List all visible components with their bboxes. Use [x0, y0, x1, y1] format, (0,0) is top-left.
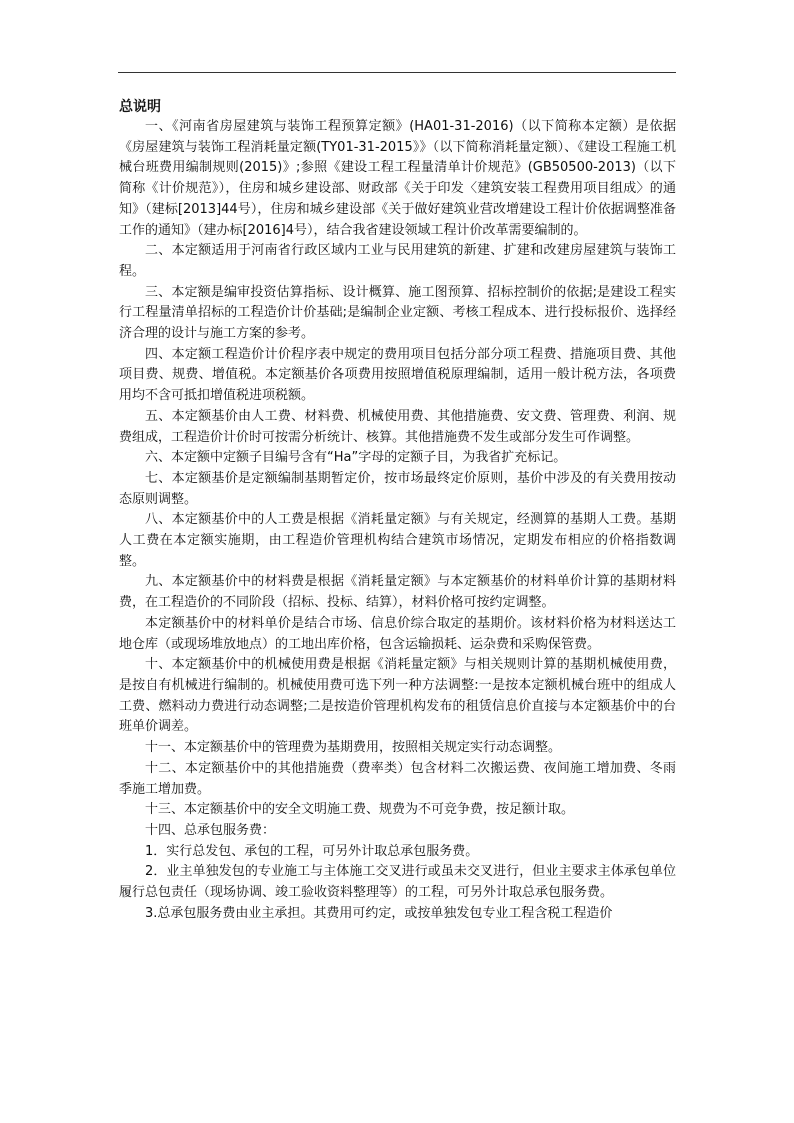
paragraph-9-material-price: 本定额基价中的材料单价是结合市场、信息价综合取定的基期价。该材料价格为材料送达工地仓库（或现场堆放地点）的工地出库价格，包含运输损耗、运杂费和采购保管费。 [119, 615, 676, 652]
paragraph-14: 十四、总承包服务费： [145, 822, 276, 838]
paragraph-8: 八、本定额基价中的人工费是根据《消耗量定额》与有关规定，经测算的基期人工费。基期人工费在本定额实施期，由工程造价管理机构结合建筑市场情况，定期发布相应的价格指数调整。 [119, 512, 676, 569]
section-title: 总说明 [119, 99, 161, 115]
paragraph-13: 十三、本定额基价中的安全文明施工费、规费为不可竞争费，按足额计取。 [145, 802, 575, 818]
paragraph-4: 四、本定额工程造价计价程序表中规定的费用项目包括分部分项工程费、措施项目费、其他项目费、规费、增值税。本定额基价各项费用按照增值税原理编制，适用一般计税方法，各项费用均不含可抵扣增值税进项税额。 [119, 346, 676, 404]
document-body [119, 97, 676, 924]
header-rule [118, 72, 676, 73]
paragraph-9: 九、本定额基价中的材料费是根据《消耗量定额》与本定额基价的材料单价计算的基期材料费，在工程造价的不同阶段（招标、投标、结算），材料价格可按约定调整。 [119, 574, 676, 611]
paragraph-10: 十、本定额基价中的机械使用费是根据《消耗量定额》与相关规则计算的基期机械使用费，是按自有机械进行编制的。机械使用费可选下列一种方法调整:一是按本定额机械台班中的组成人工费、燃料动力费进行动态调整;二是按造价管理机构发布的租赁信息价直接与本定额基价中的台班单价调差。 [119, 657, 676, 735]
paragraph-7: 七、本定额基价是定额编制基期暂定价，按市场最终定价原则，基价中涉及的有关费用按动态原则调整。 [119, 470, 676, 507]
paragraph-14-item-2: 2．业主单独发包的专业施工与主体施工交叉进行或虽未交叉进行，但业主要求主体承包单位履行总包责任（现场协调、竣工验收资料整理等）的工程，可另外计取总承包服务费。 [119, 864, 676, 901]
paragraph-2: 二、本定额适用于河南省行政区域内工业与民用建筑的新建、扩建和改建房屋建筑与装饰工程。 [119, 243, 676, 279]
paragraph-3: 三、本定额是编审投资估算指标、设计概算、施工图预算、招标控制价的依据;是建设工程实行工程量清单招标的工程造价计价基础;是编制企业定额、考核工程成本、进行投标报价、选择经济合理的设计与施工方案的参考。 [119, 284, 676, 342]
paragraph-14-item-1: 1．实行总发包、承包的工程，可另外计取总承包服务费。 [145, 843, 479, 859]
paragraph-5: 五、本定额基价由人工费、材料费、机械使用费、其他措施费、安文费、管理费、利润、规费组成，工程造价计价时可按需分析统计、核算。其他措施费不发生或部分发生可作调整。 [119, 408, 676, 445]
paragraph-14-item-3: 3.总承包服务费由业主承担。其费用可约定，或按单独发包专业工程含税工程造价 [145, 905, 613, 921]
paragraph-1: 一、《河南省房屋建筑与装饰工程预算定额》(HA01-31-2016)（以下简称本定额）是依据《房屋建筑与装饰工程消耗量定额(TY01-31-2015》》（以下简称消耗量定额）、《建设工程施工机械台班费用编制规则(2015)》;参照《建设工程工程量清单计价规范》(GB50500-2013)（以下简称《计价规范》），住房和城乡建设部、财政部《关于印发〈建筑安装工程费用项目组成〉的通知》（建标[2013]44号），住房和城乡建设部《关于做好建筑业营改增建设工程计价依据调整准备工作的通知》（建办标[2016]4号），结合我省建设领域工程计价改革需要编制的。 [119, 119, 676, 238]
paragraph-11: 十一、本定额基价中的管理费为基期费用，按照相关规定实行动态调整。 [145, 740, 562, 756]
paragraph-12: 十二、本定额基价中的其他措施费（费率类）包含材料二次搬运费、夜间施工增加费、冬雨季施工增加费。 [119, 760, 676, 797]
paragraph-6: 六、本定额中定额子目编号含有“Ha”字母的定额子目，为我省扩充标记。 [145, 450, 567, 466]
